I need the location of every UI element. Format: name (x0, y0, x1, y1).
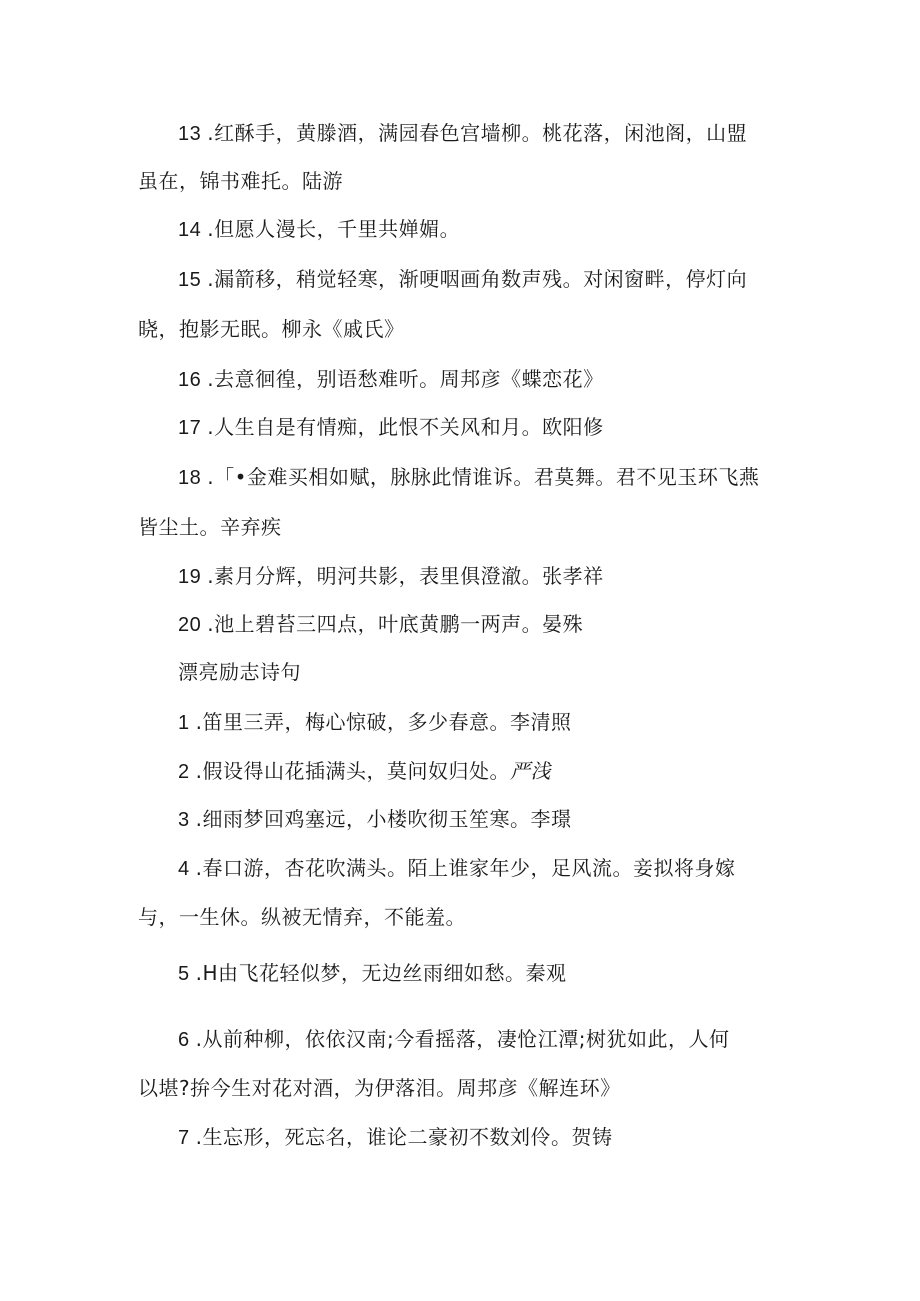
poem-text: 春口游，杏花吹满头。陌上谁家年少，足风流。妾拟将身嫁 (202, 856, 736, 880)
poem2-1-line-1: 1 .笛里三弄，梅心惊破，多少春意。李清照 (178, 710, 572, 734)
poem-text: H由飞花轻似梦，无边丝雨细如愁。秦观 (202, 961, 567, 985)
poem2-6-line-2: 以堪?拚今生对花对酒，为伊落泪。周邦彦《解连环》 (138, 1076, 621, 1100)
poem-number: 3 (178, 809, 190, 831)
poem-number: 18 (178, 467, 202, 489)
poem-text: 细雨梦回鸡塞远，小楼吹彻玉笙寒。李璟 (202, 807, 572, 831)
poem-18-line-1: 18 .「•金难买相如赋，脉脉此情谁诉。君莫舞。君不见玉环飞燕 (178, 465, 760, 489)
poem-number: 5 (178, 963, 190, 985)
poem-18-line-2: 皆尘土。辛弃疾 (138, 515, 282, 539)
poem-text: 「•金难买相如赋，脉脉此情谁诉。君莫舞。君不见玉环飞燕 (214, 465, 760, 489)
poem2-5-line-1: 5 .H由飞花轻似梦，无边丝雨细如愁。秦观 (178, 961, 567, 985)
poem-text: 红酥手，黄滕酒，满园春色宫墙柳。桃花落，闲池阁，山盟 (214, 121, 748, 145)
poem2-7-line-1: 7 .生忘形，死忘名，谁论二豪初不数刘伶。贺铸 (178, 1125, 613, 1149)
poem-number: 20 (178, 614, 202, 636)
poem-text: 去意徊徨，别语愁难听。周邦彦《蝶恋花》 (214, 367, 604, 391)
poem-text: 生忘形，死忘名，谁论二豪初不数刘伶。贺铸 (202, 1125, 613, 1149)
poem-text: 笛里三弄，梅心惊破，多少春意。李清照 (202, 710, 572, 734)
poem-14-line-1: 14 .但愿人漫长，千里共婵媚。 (178, 217, 461, 241)
poem-17-line-1: 17 .人生自是有情痴，此恨不关风和月。欧阳修 (178, 415, 604, 439)
poem-text: 假设得山花插满头，莫问奴归处。 (202, 759, 510, 783)
poem-number: 13 (178, 123, 202, 145)
poem-number: 2 (178, 761, 190, 783)
poem-20-line-1: 20 .池上碧苔三四点，叶底黄鹏一两声。晏殊 (178, 612, 584, 636)
poem2-3-line-1: 3 .细雨梦回鸡塞远，小楼吹彻玉笙寒。李璟 (178, 807, 572, 831)
poem2-4-line-2: 与，一生休。纵被无情弃，不能羞。 (138, 905, 466, 929)
poem-text: 从前种柳，依依汉南;今看摇落，凄怆江潭;树犹如此，人何 (202, 1027, 730, 1051)
poem-number: 17 (178, 417, 202, 439)
poem-text: 素月分辉，明河共影，表里俱澄澈。张孝祥 (214, 564, 604, 588)
poem-16-line-1: 16 .去意徊徨，别语愁难听。周邦彦《蝶恋花》 (178, 367, 604, 391)
poem-number: 4 (178, 858, 190, 880)
poem-text: 人生自是有情痴，此恨不关风和月。欧阳修 (214, 415, 604, 439)
poem-19-line-1: 19 .素月分辉，明河共影，表里俱澄澈。张孝祥 (178, 564, 604, 588)
poem-number: 14 (178, 219, 202, 241)
section-title: 漂亮励志诗句 (178, 660, 301, 684)
poem-author: 严浅 (509, 759, 551, 783)
poem-13-line-2: 虽在，锦书难托。陆游 (138, 169, 343, 193)
poem2-6-line-1: 6 .从前种柳，依依汉南;今看摇落，凄怆江潭;树犹如此，人何 (178, 1027, 730, 1051)
poem-number: 16 (178, 369, 202, 391)
poem-13-line-1: 13 .红酥手，黄滕酒，满园春色宫墙柳。桃花落，闲池阁，山盟 (178, 121, 748, 145)
poem-number: 1 (178, 712, 190, 734)
poem-number: 6 (178, 1029, 190, 1051)
poem-15-line-1: 15 .漏箭移，稍觉轻寒，渐哽咽画角数声残。对闲窗畔，停灯向 (178, 267, 748, 291)
poem-number: 15 (178, 269, 202, 291)
poem-text: 池上碧苔三四点，叶底黄鹏一两声。晏殊 (214, 612, 584, 636)
poem2-4-line-1: 4 .春口游，杏花吹满头。陌上谁家年少，足风流。妾拟将身嫁 (178, 856, 736, 880)
poem-number: 19 (178, 566, 202, 588)
poem-text: 但愿人漫长，千里共婵媚。 (214, 217, 461, 241)
poem-15-line-2: 晓，抱影无眠。柳永《戚氏》 (138, 317, 405, 341)
poem-number: 7 (178, 1127, 190, 1149)
poem2-2-line-1: 2 .假设得山花插满头，莫问奴归处。严浅 (178, 759, 551, 783)
poem-text: 漏箭移，稍觉轻寒，渐哽咽画角数声残。对闲窗畔，停灯向 (214, 267, 748, 291)
